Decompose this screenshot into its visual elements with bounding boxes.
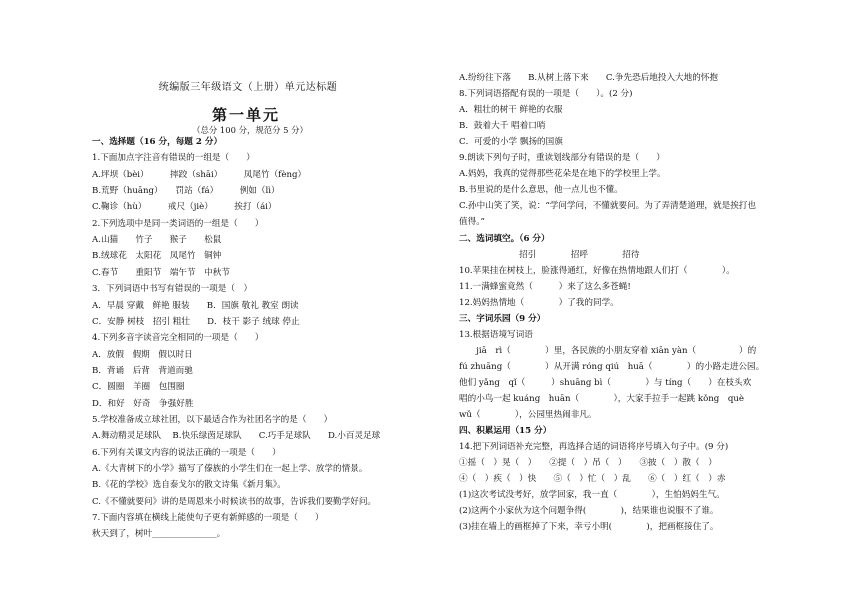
question-line: fú zhuāng（ ）从开满 róng qiú huā（ ）的小路走进公园。 bbox=[459, 361, 765, 372]
question-line: 11.一满蜂蜜竟然（ ）来了这么多苍蝇! bbox=[459, 281, 631, 292]
question-line: A．放假 假期 假以时日 bbox=[92, 349, 193, 360]
score-note: （总分 100 分，规范分 5 分） bbox=[192, 125, 308, 135]
question-line: ④（ ）疾（ ）快 ⑤（ ）忙（ ）乱 ⑥（ ）红（ ）赤 bbox=[459, 474, 726, 485]
question-line: 5.学校准备成立球社团，以下最适合作为社团名字的是（ ） bbox=[92, 414, 333, 425]
page-title: 统编版三年级语文（上册）单元达标题 bbox=[158, 82, 338, 93]
question-line: B.荒野（huāng） 罚站（fá） 例如（lì） bbox=[92, 186, 280, 197]
question-line: 1.下面加点字注音有错误的一组是（ ） bbox=[92, 153, 255, 164]
question-line: B．鼓着大千 唱着口哨 bbox=[459, 121, 546, 132]
question-line: A.纷纷往下落 B.从树上落下来 C.争先恐后地投入大地的怀抱 bbox=[459, 73, 719, 83]
question-line: D．和好 好奇 争强好胜 bbox=[92, 398, 194, 409]
section-heading: 一、选择题（16 分，每题 2 分） bbox=[92, 137, 223, 147]
question-line: 13.根据语境写词语 bbox=[459, 329, 533, 340]
question-line: wǔ（ ），公园里热闹非凡。 bbox=[459, 410, 597, 421]
question-line: C.孙中山笑了笑，说：“学问学问，不懂就要问。为了弄清楚道理，就是挨打也 bbox=[459, 201, 756, 212]
question-line: A．粗壮的树干 鲜艳的衣服 bbox=[459, 105, 563, 116]
question-line: A.山猫 竹子 猴子 松鼠 bbox=[92, 235, 222, 246]
question-line: C．圆圈 羊圈 包围圈 bbox=[92, 382, 185, 393]
question-line: (3)挂在墙上的画框掉了下来，幸亏小明( )，把画框接住了。 bbox=[459, 522, 719, 533]
question-line: A.妈妈，我真的觉得那些花朵是在地下的学校里上学。 bbox=[459, 169, 666, 180]
question-line: 他们 yǎng qǐ（ ）shuāng bì（ ）与 tíng（ ）在枝头欢 bbox=[459, 377, 752, 388]
question-line: A.坪坝（bèi） 摔跤（shāi） 凤尾竹（fèng） bbox=[92, 169, 307, 180]
question-line: ①摇（ ）晃（ ） ②提（ ）吊（ ） ③披（ ）散（ ） bbox=[459, 458, 717, 469]
section-heading: 三、字词乐园（9 分） bbox=[459, 313, 546, 324]
question-line: 3．下列词语中书写有错误的一项是（ ） bbox=[92, 284, 253, 295]
question-line: A．早晨 穿戴 鲜艳 服装 B．国旗 敬礼 教室 朗读 bbox=[92, 300, 299, 311]
question-line: 12.妈妈热情地（ ）了我的同学。 bbox=[459, 297, 619, 308]
question-line: (2)这两个小家伙为这个问题争得( )，结果谁也说服不了谁。 bbox=[459, 506, 719, 517]
question-line: A.《大青树下的小学》描写了傣族的小学生们在一起上学、放学的情景。 bbox=[92, 464, 368, 474]
question-line: C．可爱的小学 飘扬的国旗 bbox=[459, 137, 563, 148]
question-line: 唱的小鸟一起 kuáng huān（ ），大家手拉手一起跳 kǒng què bbox=[459, 394, 744, 404]
question-line: 9.朗读下列句子时，重读划线部分有错误的是（ ） bbox=[459, 153, 665, 164]
section-heading: 二、选词填空。（6 分） bbox=[459, 233, 550, 244]
question-line: 值得。” bbox=[459, 217, 485, 228]
question-line: C.春节 重阳节 端午节 中秋节 bbox=[92, 267, 230, 278]
question-line: 4.下列多音字读音完全相同的一项是（ ） bbox=[92, 333, 264, 344]
question-line: (1)这次考试没考好，放学回家，我一直（ ），生怕妈妈生气。 bbox=[459, 490, 725, 501]
question-line: jiā rì（ ）里，各民族的小朋友穿着 xiān yàn（ ）的 bbox=[459, 345, 757, 356]
question-line: 秋天到了，树叶_______________。 bbox=[92, 529, 226, 540]
unit-heading: 第一单元 bbox=[211, 106, 280, 124]
question-line: 14.把下列词语补充完整，再选择合适的词语将序号填入句子中。(9 分) bbox=[459, 442, 729, 453]
question-line: 招引 招呼 招待 bbox=[459, 249, 640, 260]
question-line: C.《不懂就要问》讲的是周恩来小时候读书的故事，告诉我们要勤学好问。 bbox=[92, 496, 377, 507]
question-line: 2.下列选项中是同一类词语的一组是（ ） bbox=[92, 218, 264, 229]
question-line: 10.苹果挂在树枝上，脸涨得通红，好像在热情地跟人们打（ ）。 bbox=[459, 265, 735, 276]
question-line: 6.下列有关课文内容的说法正确的一项是（ ） bbox=[92, 447, 281, 458]
section-heading: 四、积累运用（15 分） bbox=[459, 426, 552, 437]
question-line: 7.下面内容填在横线上能使句子更有新鲜感的一项是（ ） bbox=[92, 513, 324, 524]
question-line: 8.下列词语搭配有误的一项是（ ）。(2 分) bbox=[459, 89, 633, 100]
question-line: C．安静 树枝 招引 粗壮 D．枝干 影子 绒球 停止 bbox=[92, 316, 300, 327]
question-line: B.《花的学校》选自泰戈尔的散文诗集《新月集》。 bbox=[92, 480, 286, 491]
question-line: C.鞠诊（hù） 戒尺（jiè） 挨打（ái） bbox=[92, 202, 277, 213]
question-line: A.舞动精灵足球队 B.快乐绿茵足球队 C.巧手足球队 D.小百灵足球 bbox=[92, 431, 381, 442]
question-line: B.绒球花 太阳花 凤尾竹 铜钟 bbox=[92, 251, 222, 262]
question-line: B.书里说的是什么意思，他一点儿也不懂。 bbox=[459, 185, 623, 196]
question-line: B．背诵 后背 背道而驰 bbox=[92, 365, 193, 376]
